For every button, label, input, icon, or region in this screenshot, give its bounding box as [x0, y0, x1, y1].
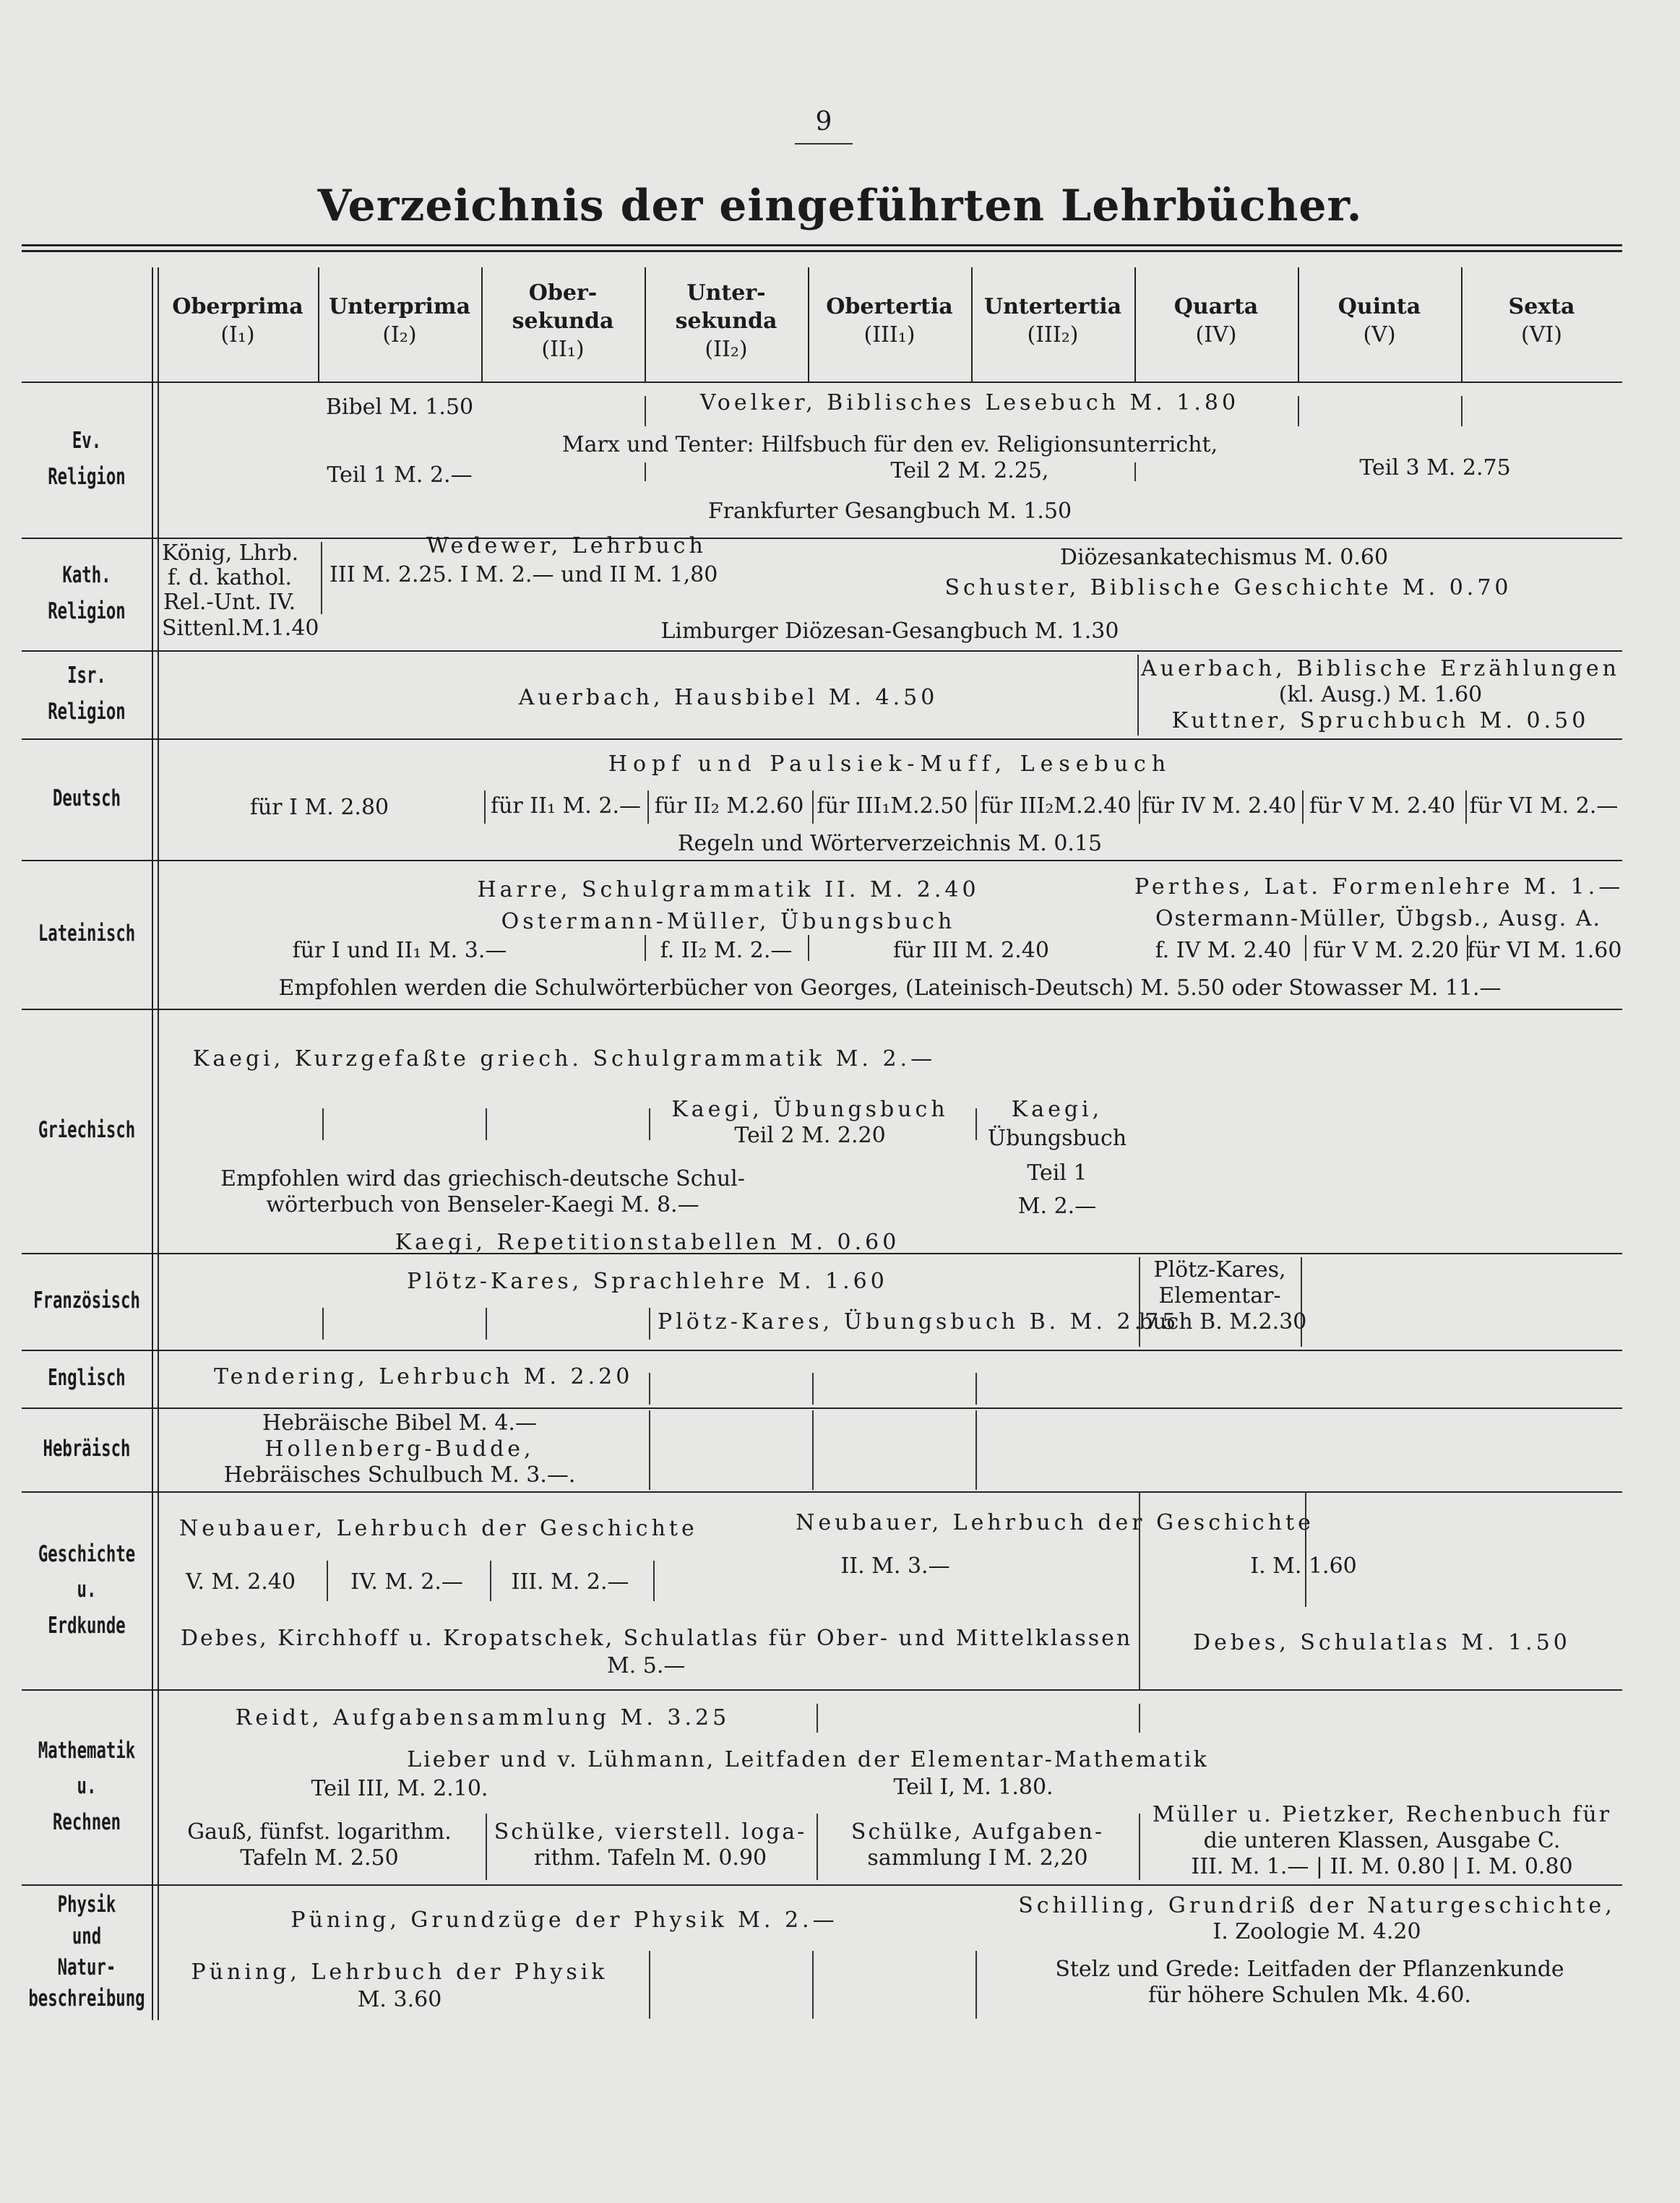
griech-kaegi-uebungsbuch: Kaegi, Übungsbuch: [671, 1097, 949, 1122]
deutsch-fuer-ii2: für II₂ M.2.60: [654, 793, 804, 819]
griech-kaegi-teil2: Teil 2 M. 2.20: [734, 1123, 886, 1148]
griech-tick: [322, 1108, 324, 1140]
ev-marx: Marx und Tenter: Hilfsbuch für den ev. Religionsunterricht,: [561, 432, 1218, 457]
col-name: Unterprima: [328, 294, 471, 319]
phys-stelz-2: für höhere Schulen Mk. 4.60.: [1148, 1983, 1471, 2008]
math-reidt: Reidt, Aufgabensammlung M. 3.25: [235, 1705, 731, 1730]
franz-sprachlehre: Plötz-Kares, Sprachlehre M. 1.60: [407, 1269, 888, 1294]
deutsch-fuer-iv: für IV M. 2.40: [1142, 793, 1296, 819]
col-header-untertertia: [971, 267, 1134, 374]
subject-kath-religion: Kath. Religion: [48, 562, 126, 624]
col-code: (IV): [1195, 322, 1237, 348]
engl-tick: [812, 1373, 814, 1405]
kath-koenig-3: Rel.-Unt. IV.: [163, 590, 296, 615]
row-rule: [22, 860, 1622, 861]
col-name: Oberprima: [172, 294, 303, 319]
gesch-v: V. M. 2.40: [185, 1569, 296, 1595]
latein-empfohlen: Empfohlen werden die Schulwörterbücher von Georges, (Lateinisch-Deutsch) M. 5.50 oder Stowasser M. 11.—: [278, 975, 1502, 1001]
table-top-rule: [22, 244, 1622, 246]
gesch-ii: II. M. 3.—: [840, 1553, 950, 1579]
griech-kaegi-grammatik: Kaegi, Kurzgefaßte griech. Schulgrammatik M. 2.—: [192, 1046, 936, 1072]
hebr-schulbuch: Hebräisches Schulbuch M. 3.—.: [223, 1462, 576, 1488]
ev-tick: [645, 396, 646, 426]
subject-isr-religion: Isr. Religion: [48, 663, 126, 725]
col-name-2: sekunda: [675, 308, 777, 334]
col-code: (II₂): [705, 336, 748, 362]
engl-tick: [649, 1373, 650, 1405]
math-gauss-1: Gauß, fünfst. logarithm.: [187, 1819, 452, 1845]
ev-tick: [1298, 396, 1299, 426]
row-rule: [22, 1407, 1622, 1409]
page-title: Verzeichnis der eingeführten Lehrbücher.: [317, 181, 1363, 231]
gesch-neubauer-1: Neubauer, Lehrbuch der Geschichte: [179, 1516, 698, 1541]
col-header-obersekunda: [481, 267, 645, 374]
kath-wedewer-parts: III M. 2.25. I M. 2.— und II M. 1,80: [329, 562, 718, 587]
col-code: (III₁): [863, 322, 916, 348]
subject-physik-naturbeschreibung: Physik und Natur- beschreibung: [28, 1892, 145, 2012]
gesch-iv: IV. M. 2.—: [350, 1569, 463, 1595]
subject-geschichte-erdkunde: Geschichte u. Erdkunde: [38, 1540, 136, 1639]
col-name: Quarta: [1173, 294, 1259, 319]
phys-puening-lehrbuch-2: M. 3.60: [357, 1987, 442, 2012]
col-code: (II₁): [541, 336, 585, 362]
math-teil-i: Teil I, M. 1.80.: [893, 1775, 1054, 1800]
gesch-debes-schulatlas: Debes, Schulatlas M. 1.50: [1193, 1630, 1571, 1655]
isr-erzaehlungen: Auerbach, Biblische Erzählungen: [1141, 656, 1620, 681]
ev-teil2: Teil 2 M. 2.25,: [890, 458, 1049, 483]
math-schuelke-tafeln-2: rithm. Tafeln M. 0.90: [533, 1845, 767, 1871]
griech-tick: [486, 1108, 487, 1140]
col-header-obertertia: [808, 267, 971, 374]
latein-ostermann-3: für III M. 2.40: [893, 938, 1049, 963]
gesch-debes-preis: M. 5.—: [607, 1653, 686, 1678]
hebr-tick: [975, 1410, 977, 1490]
ev-gesangbuch: Frankfurter Gesangbuch M. 1.50: [707, 499, 1072, 524]
col-name: Quinta: [1337, 294, 1421, 319]
engl-tick: [975, 1373, 977, 1405]
subject-deutsch: Deutsch: [52, 785, 121, 812]
ev-teil3: Teil 3 M. 2.75: [1359, 455, 1511, 480]
subject-ev-religion: Ev. Religion: [48, 428, 126, 490]
latein-ostermann-1: für I und II₁ M. 3.—: [292, 938, 507, 963]
row-rule: [22, 738, 1622, 740]
deutsch-fuer-v: für V M. 2.40: [1309, 793, 1456, 819]
deutsch-regeln: Regeln und Wörterverzeichnis M. 0.15: [677, 831, 1103, 856]
subject-griechisch: Griechisch: [38, 1117, 136, 1144]
col-code: (VI): [1521, 322, 1562, 348]
latein-ostermann-iv: f. IV M. 2.40: [1155, 938, 1292, 963]
header-bottom-rule: [22, 381, 1622, 383]
phys-schilling-2: I. Zoologie M. 4.20: [1212, 1919, 1421, 1944]
math-lieber: Lieber und v. Lühmann, Leitfaden der Elementar-Mathematik: [407, 1747, 1209, 1772]
math-mueller-3: III. M. 1.— | II. M. 0.80 | I. M. 0.80: [1191, 1854, 1573, 1879]
gesch-i: I. M. 1.60: [1250, 1553, 1357, 1579]
hebr-bibel: Hebräische Bibel M. 4.—: [262, 1410, 537, 1436]
franz-tick: [322, 1308, 324, 1340]
subject-hebraeisch: Hebräisch: [43, 1436, 131, 1462]
latein-ostermann-vi: für VI M. 1.60: [1467, 938, 1622, 963]
hebr-tick: [812, 1410, 814, 1490]
subject-lateinisch: Lateinisch: [38, 921, 136, 947]
kath-schuster: Schuster, Biblische Geschichte M. 0.70: [944, 575, 1512, 600]
math-tick: [1139, 1704, 1140, 1733]
row-rule: [22, 1884, 1622, 1886]
kath-wedewer: Wedewer, Lehrbuch: [426, 533, 707, 559]
subject-franzoesisch: Französisch: [33, 1288, 140, 1314]
deutsch-fuer-ii1: für II₁ M. 2.—: [491, 793, 641, 819]
kath-dioezesankatechismus: Diözesankatechismus M. 0.60: [1059, 545, 1389, 570]
deutsch-hopf: Hopf und Paulsiek-Muff, Lesebuch: [608, 751, 1172, 777]
phys-puening-lehrbuch-1: Püning, Lehrbuch der Physik: [191, 1960, 608, 1985]
col-name: Unter-: [686, 280, 766, 306]
isr-kuttner: Kuttner, Spruchbuch M. 0.50: [1171, 708, 1590, 733]
ev-bibel: Bibel M. 1.50: [325, 395, 474, 420]
latein-ostermann-a: Ostermann-Müller, Übgsb., Ausg. A.: [1155, 906, 1602, 931]
latein-ostermann: Ostermann-Müller, Übungsbuch: [501, 909, 956, 934]
gesch-iii: III. M. 2.—: [511, 1569, 629, 1595]
deutsch-fuer-vi: für VI M. 2.—: [1469, 793, 1619, 819]
ev-voelker: Voelker, Biblisches Lesebuch M. 1.80: [699, 390, 1240, 415]
kath-koenig-1: König, Lhrb.: [162, 540, 299, 566]
col-header-sexta: [1461, 267, 1622, 374]
col-header-quarta: [1134, 267, 1298, 374]
row-rule: [22, 538, 1622, 539]
franz-elementarbuch-1: Plötz-Kares,: [1153, 1257, 1286, 1282]
franz-tick: [486, 1308, 487, 1340]
kath-limburg: Limburger Diözesan-Gesangbuch M. 1.30: [660, 618, 1119, 644]
subject-mathematik-rechnen: Mathematik u. Rechnen: [38, 1737, 136, 1835]
col-header-quinta: [1298, 267, 1461, 374]
griech-empfohlen-2: wörterbuch von Benseler-Kaegi M. 8.—: [266, 1192, 699, 1217]
deutsch-fuer-iii1: für III₁M.2.50: [817, 793, 968, 819]
col-code: (III₂): [1027, 322, 1079, 348]
griech-kaegi-2-preis: M. 2.—: [1017, 1194, 1097, 1219]
griech-kaegi-2-uebungsbuch: Übungsbuch: [987, 1126, 1127, 1151]
latein-ostermann-2: f. II₂ M. 2.—: [660, 938, 793, 963]
col-code: (I₁): [220, 322, 255, 348]
ev-tick: [645, 462, 646, 481]
kath-koenig-4: Sittenl.M.1.40: [162, 616, 319, 641]
griech-repetitionstabellen: Kaegi, Repetitionstabellen M. 0.60: [395, 1230, 900, 1255]
col-code: (V): [1363, 322, 1396, 348]
col-name: Ober-: [528, 280, 598, 306]
math-teil-iii: Teil III, M. 2.10.: [311, 1776, 488, 1801]
phys-tick: [975, 1951, 977, 2019]
gesch-rule: [1305, 1491, 1306, 1607]
franz-tick: [649, 1308, 650, 1340]
griech-kaegi-2: Kaegi,: [1011, 1097, 1103, 1122]
franz-elementarbuch-3: buch B. M.2.30: [1139, 1309, 1307, 1335]
latein-harre: Harre, Schulgrammatik II. M. 2.40: [477, 877, 980, 902]
isr-hausbibel: Auerbach, Hausbibel M. 4.50: [518, 685, 939, 710]
hebr-tick: [649, 1410, 650, 1490]
latein-perthes: Perthes, Lat. Formenlehre M. 1.—: [1134, 874, 1624, 900]
col-name: Obertertia: [826, 294, 953, 319]
hebr-hollenberg: Hollenberg-Budde,: [264, 1436, 535, 1462]
row-rule: [22, 1350, 1622, 1351]
deutsch-fuer-iii2: für III₂M.2.40: [980, 793, 1132, 819]
subject-column-rule: [152, 267, 153, 2020]
col-code: (I₂): [382, 322, 417, 348]
col-header-untersekunda: [645, 267, 808, 374]
subject-englisch: Englisch: [48, 1365, 126, 1392]
row-rule: [22, 1689, 1622, 1691]
gesch-neubauer-2: Neubauer, Lehrbuch der Geschichte: [796, 1510, 1314, 1535]
franz-elementarbuch-2: Elementar-: [1158, 1283, 1281, 1309]
col-header-unterprima: [318, 267, 481, 374]
phys-schilling-1: Schilling, Grundriß der Naturgeschichte,: [1018, 1893, 1616, 1918]
math-mueller-1: Müller u. Pietzker, Rechenbuch für: [1152, 1802, 1612, 1827]
table-top-rule-2: [22, 250, 1622, 252]
phys-puening-grundzuege: Püning, Grundzüge der Physik M. 2.—: [290, 1907, 838, 1933]
col-name: Sexta: [1508, 294, 1575, 319]
row-rule: [22, 1491, 1622, 1493]
col-header-oberprima: [158, 267, 318, 374]
phys-tick: [649, 1951, 650, 2019]
ev-tick: [1134, 462, 1136, 481]
math-schuelke-aufgaben-2: sammlung I M. 2,20: [867, 1845, 1088, 1871]
col-name: Untertertia: [983, 294, 1122, 319]
engl-tendering: Tendering, Lehrbuch M. 2.20: [214, 1364, 634, 1389]
deutsch-fuer-i: für I M. 2.80: [249, 795, 389, 820]
gesch-rule: [1139, 1491, 1140, 1689]
griech-empfohlen-1: Empfohlen wird das griechisch-deutsche Schul-: [220, 1166, 745, 1191]
page-number-rule: [795, 143, 853, 145]
latein-ostermann-v: für V M. 2.20: [1312, 938, 1460, 963]
gesch-debes-kirchhoff: Debes, Kirchhoff u. Kropatschek, Schulatlas für Ober- und Mittelklassen: [181, 1626, 1133, 1651]
isr-erzaehlungen-ausgabe: (kl. Ausg.) M. 1.60: [1278, 682, 1483, 707]
row-rule: [22, 1009, 1622, 1010]
math-schuelke-aufgaben-1: Schülke, Aufgaben-: [850, 1819, 1105, 1845]
math-mueller-2: die unteren Klassen, Ausgabe C.: [1203, 1828, 1561, 1853]
math-rule: [1139, 1814, 1140, 1880]
math-schuelke-tafeln-1: Schülke, vierstell. loga-: [494, 1819, 807, 1845]
col-name-2: sekunda: [512, 308, 614, 334]
math-tick: [817, 1704, 818, 1733]
franz-uebungsbuch: Plötz-Kares, Übungsbuch B. M. 2.75: [658, 1309, 1180, 1335]
ev-teil1: Teil 1 M. 2.—: [327, 462, 473, 488]
ev-tick: [1461, 396, 1463, 426]
phys-stelz-1: Stelz und Grede: Leitfaden der Pflanzenkunde: [1055, 1957, 1564, 1982]
math-gauss-2: Tafeln M. 2.50: [240, 1845, 399, 1871]
kath-koenig-2: f. d. kathol.: [168, 565, 293, 590]
griech-kaegi-2-teil1: Teil 1: [1027, 1160, 1087, 1186]
phys-tick: [812, 1951, 814, 2019]
row-rule: [22, 650, 1622, 652]
page-number: 9: [815, 107, 832, 137]
